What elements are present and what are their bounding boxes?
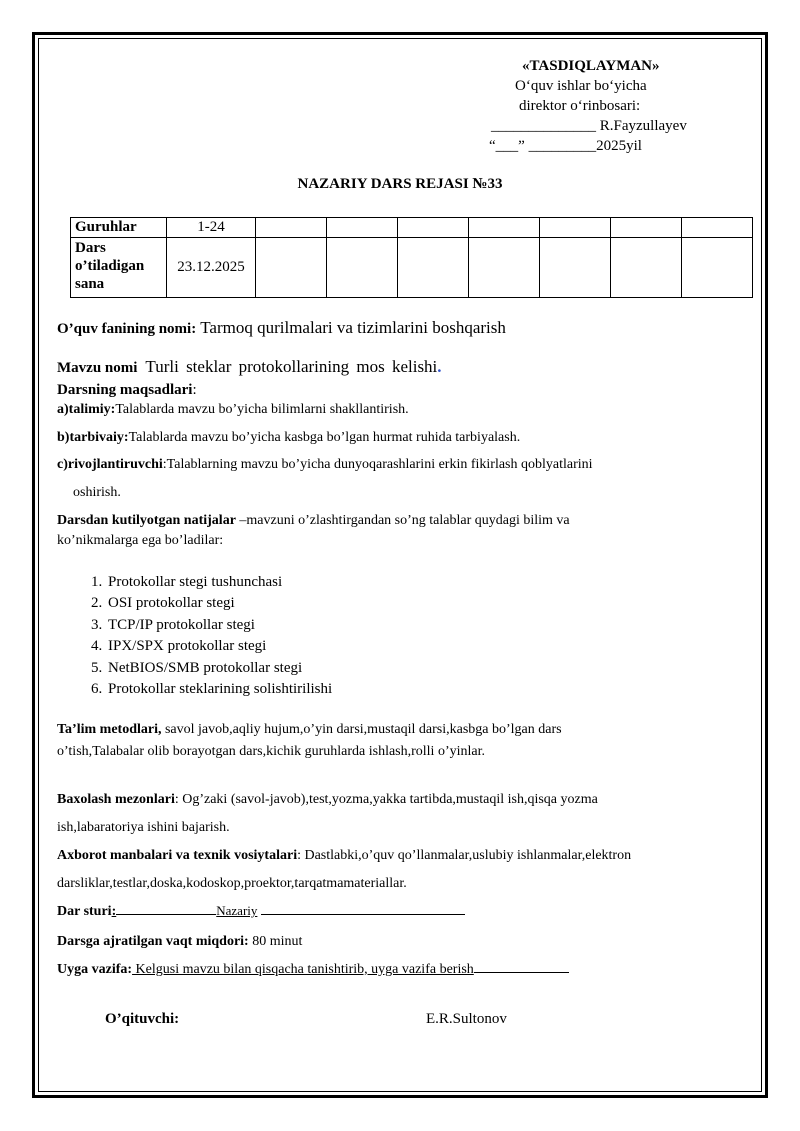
- lesson-date-label: [71, 238, 167, 298]
- lesson-type-label: Dar sturi: [57, 904, 112, 919]
- homework-label: Uyga vazifa:: [57, 962, 133, 977]
- approval-date: “___” _________2025yil: [489, 138, 642, 154]
- empty-cell: [540, 218, 611, 238]
- assessment-text-1: : Og’zaki (savol-javob),test,yozma,yakka tartibda,mustaqil ish,qisqa yozma: [174, 792, 598, 807]
- goal-a: [57, 402, 409, 418]
- methods-line-1: [57, 722, 562, 738]
- lesson-type-colon: :: [111, 904, 117, 919]
- empty-cell: [398, 238, 469, 298]
- list-item: 1. Protokollar stegi tushunchasi: [106, 572, 332, 593]
- list-item: 2. OSI protokollar stegi: [106, 593, 332, 614]
- groups-label: Guruhlar: [71, 218, 167, 238]
- topic-end-mark: .: [437, 357, 442, 376]
- teacher-label: O’qituvchi:: [105, 1011, 180, 1027]
- schedule-table: [70, 217, 753, 298]
- empty-cell: [256, 218, 327, 238]
- duration-line: [57, 934, 302, 950]
- list-item: 5. NetBIOS/SMB protokollar stegi: [106, 658, 332, 679]
- blank-underline: [474, 972, 569, 973]
- blank-underline: [116, 914, 216, 915]
- resources-line-1: [57, 848, 631, 864]
- goal-c-label: c)rivojlantiruvchi: [57, 457, 163, 472]
- outcomes-intro: [57, 513, 570, 529]
- goals-heading: [57, 382, 197, 399]
- goal-b: [57, 430, 520, 446]
- blank-underline: [261, 914, 465, 915]
- topic-value: Turli steklar protokollarining mos kelishi: [145, 357, 438, 376]
- outcomes-text-1: –mavzuni o’zlashtirgandan so’ng talablar quydagi bilim va: [235, 513, 570, 528]
- lesson-date-label-line: o’tiladigan: [75, 258, 145, 274]
- goal-c: [57, 457, 593, 473]
- lesson-date-label-line: Dars: [75, 240, 106, 256]
- assessment-line-1: [57, 792, 598, 808]
- topic-label: Mavzu nomi: [57, 360, 138, 376]
- lesson-date-value: 23.12.2025: [167, 238, 256, 298]
- homework-line: [57, 962, 569, 978]
- duration-value: 80 minut: [248, 934, 303, 949]
- empty-cell: [398, 218, 469, 238]
- methods-text-1: savol javob,aqliy hujum,o’yin darsi,mustaqil darsi,kasbga bo’lgan dars: [161, 722, 562, 737]
- approval-line-2: direktor o‘rinbosari:: [519, 98, 641, 114]
- goal-a-text: Talablarda mavzu bo’yicha bilimlarni shakllantirish.: [115, 402, 409, 417]
- approval-title: «TASDIQLAYMAN»: [522, 58, 660, 74]
- duration-label: Darsga ajratilgan vaqt miqdori:: [57, 934, 249, 949]
- list-item: 3. TCP/IP protokollar stegi: [106, 615, 332, 636]
- methods-text-2: o’tish,Talabalar olib borayotgan dars,kichik guruhlarda ishlash,rolli o’yinlar.: [57, 744, 485, 759]
- empty-cell: [682, 218, 753, 238]
- list-item: 6. Protokollar steklarining solishtirilishi: [106, 679, 332, 700]
- empty-cell: [611, 218, 682, 238]
- empty-cell: [469, 218, 540, 238]
- assessment-label: Baxolash mezonlari: [57, 792, 175, 807]
- empty-cell: [540, 238, 611, 298]
- empty-cell: [469, 238, 540, 298]
- empty-cell: [327, 238, 398, 298]
- resources-text-1: : Dastlabki,o’quv qo’llanmalar,uslubiy ishlanmalar,elektron: [297, 848, 632, 863]
- subject-value: Tarmoq qurilmalari va tizimlarini boshqarish: [200, 318, 506, 337]
- table-row: [71, 238, 753, 298]
- resources-text-2: darsliklar,testlar,doska,kodoskop,proektor,tarqatmamateriallar.: [57, 876, 407, 891]
- lesson-date-label-line: sana: [75, 276, 105, 292]
- empty-cell: [611, 238, 682, 298]
- goal-b-label: b)tarbivaiy:: [57, 430, 129, 445]
- empty-cell: [256, 238, 327, 298]
- methods-label: Ta’lim metodlari,: [57, 722, 162, 737]
- approval-signature: ______________ R.Fayzullayev: [491, 118, 687, 134]
- list-item: 4. IPX/SPX protokollar stegi: [106, 636, 332, 657]
- goals-heading-colon: :: [192, 382, 197, 398]
- approval-line-1: O‘quv ishlar bo‘yicha: [515, 78, 647, 94]
- lesson-type-line: [57, 903, 465, 920]
- groups-value: 1-24: [167, 218, 256, 238]
- teacher-name: E.R.Sultonov: [426, 1011, 507, 1027]
- topic-line: [57, 357, 442, 377]
- goal-c-continuation: oshirish.: [73, 485, 121, 500]
- assessment-text-2: ish,labaratoriya ishini bajarish.: [57, 820, 230, 835]
- outcomes-label: Darsdan kutilyotgan natijalar: [57, 513, 236, 528]
- outcomes-list: [64, 572, 332, 700]
- goal-a-label: a)talimiy:: [57, 402, 116, 417]
- resources-label: Axborot manbalari va texnik vosiytalari: [57, 848, 298, 863]
- empty-cell: [327, 218, 398, 238]
- subject-line: [57, 318, 506, 338]
- subject-label: O’quv fanining nomi:: [57, 321, 197, 337]
- lesson-type-value: Nazariy: [216, 903, 258, 918]
- goals-heading-text: Darsning maqsadlari: [57, 382, 193, 398]
- table-row: [71, 218, 753, 238]
- homework-value: Kelgusi mavzu bilan qisqacha tanishtirib, uyga vazifa berish: [132, 962, 474, 977]
- document-title: NAZARIY DARS REJASI №33: [297, 176, 503, 192]
- goal-b-text: Talablarda mavzu bo’yicha kasbga bo’lgan hurmat ruhida tarbiyalash.: [128, 430, 521, 445]
- empty-cell: [682, 238, 753, 298]
- goal-c-text: :Talablarning mavzu bo’yicha dunyoqarashlarini erkin fikirlash qoblyatlarini: [162, 457, 593, 472]
- outcomes-text-2: ko’nikmalarga ega bo’ladilar:: [57, 533, 224, 548]
